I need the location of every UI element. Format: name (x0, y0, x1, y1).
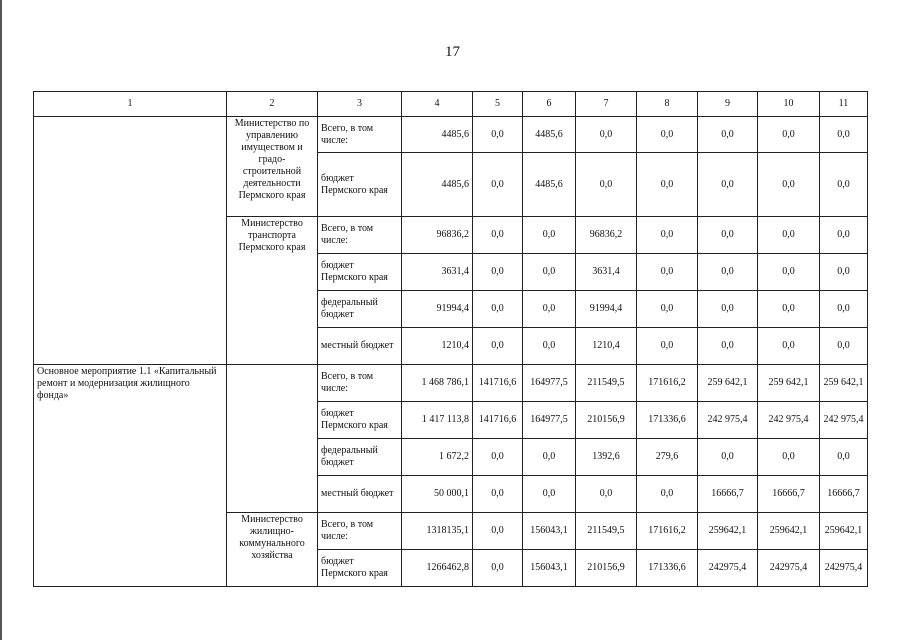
value-cell: 0,0 (637, 476, 698, 513)
value-cell: 16666,7 (820, 476, 868, 513)
value-cell: 0,0 (698, 254, 758, 291)
funding-source-cell: местный бюджет (318, 328, 402, 365)
funding-source-cell: бюджет Пермского края (318, 153, 402, 217)
value-cell: 1210,4 (576, 328, 637, 365)
value-cell: 0,0 (576, 117, 637, 153)
value-cell: 0,0 (758, 291, 820, 328)
funding-source-cell: бюджет Пермского края (318, 402, 402, 439)
value-cell: 0,0 (473, 550, 523, 587)
column-header: 6 (523, 92, 576, 117)
value-cell: 1 417 113,8 (402, 402, 473, 439)
value-cell: 141716,6 (473, 365, 523, 402)
value-cell: 0,0 (758, 254, 820, 291)
value-cell: 0,0 (523, 291, 576, 328)
value-cell: 16666,7 (758, 476, 820, 513)
value-cell: 171336,6 (637, 402, 698, 439)
funding-source-cell: бюджет Пермского края (318, 254, 402, 291)
value-cell: 3631,4 (576, 254, 637, 291)
executor-cell: Министерство по управлению имуществом и градо-строительной деятельности Пермского края (227, 117, 318, 217)
value-cell: 0,0 (820, 153, 868, 217)
value-cell: 0,0 (758, 328, 820, 365)
value-cell: 279,6 (637, 439, 698, 476)
value-cell: 211549,5 (576, 365, 637, 402)
value-cell: 91994,4 (576, 291, 637, 328)
funding-source-cell: федеральный бюджет (318, 439, 402, 476)
value-cell: 0,0 (758, 153, 820, 217)
table-row (34, 117, 868, 153)
value-cell: 0,0 (473, 439, 523, 476)
value-cell: 0,0 (576, 153, 637, 217)
value-cell: 141716,6 (473, 402, 523, 439)
value-cell: 0,0 (523, 217, 576, 254)
column-header: 7 (576, 92, 637, 117)
value-cell: 4485,6 (402, 117, 473, 153)
scan-edge-line (0, 0, 2, 640)
value-cell: 0,0 (820, 328, 868, 365)
value-cell: 1 672,2 (402, 439, 473, 476)
header-row (34, 92, 868, 117)
value-cell: 0,0 (820, 217, 868, 254)
executor-cell (227, 365, 318, 513)
column-header: 10 (758, 92, 820, 117)
value-cell: 210156,9 (576, 550, 637, 587)
value-cell: 242975,4 (698, 550, 758, 587)
funding-source-cell: Всего, в том числе: (318, 513, 402, 550)
column-header: 8 (637, 92, 698, 117)
program-cell: Основное мероприятие 1.1 «Капитальный ремонт и модернизация жилищного фонда» (34, 365, 227, 587)
value-cell: 0,0 (820, 117, 868, 153)
value-cell: 259642,1 (758, 513, 820, 550)
value-cell: 1266462,8 (402, 550, 473, 587)
value-cell: 91994,4 (402, 291, 473, 328)
value-cell: 171336,6 (637, 550, 698, 587)
value-cell: 0,0 (637, 254, 698, 291)
value-cell: 16666,7 (698, 476, 758, 513)
value-cell: 1 468 786,1 (402, 365, 473, 402)
value-cell: 259 642,1 (758, 365, 820, 402)
value-cell: 156043,1 (523, 550, 576, 587)
value-cell: 0,0 (523, 476, 576, 513)
value-cell: 171616,2 (637, 365, 698, 402)
value-cell: 0,0 (473, 254, 523, 291)
value-cell: 4485,6 (523, 153, 576, 217)
funding-source-cell: бюджет Пермского края (318, 550, 402, 587)
value-cell: 156043,1 (523, 513, 576, 550)
budget-table (33, 91, 868, 587)
value-cell: 0,0 (473, 291, 523, 328)
value-cell: 0,0 (820, 291, 868, 328)
value-cell: 0,0 (758, 439, 820, 476)
value-cell: 0,0 (473, 153, 523, 217)
column-header: 2 (227, 92, 318, 117)
value-cell: 0,0 (473, 217, 523, 254)
column-header: 11 (820, 92, 868, 117)
value-cell: 0,0 (698, 153, 758, 217)
value-cell: 4485,6 (523, 117, 576, 153)
value-cell: 0,0 (698, 217, 758, 254)
value-cell: 0,0 (473, 328, 523, 365)
value-cell: 0,0 (637, 291, 698, 328)
value-cell: 0,0 (698, 439, 758, 476)
column-header: 5 (473, 92, 523, 117)
value-cell: 3631,4 (402, 254, 473, 291)
value-cell: 1210,4 (402, 328, 473, 365)
value-cell: 0,0 (758, 217, 820, 254)
value-cell: 210156,9 (576, 402, 637, 439)
value-cell: 50 000,1 (402, 476, 473, 513)
funding-source-cell: Всего, в том числе: (318, 117, 402, 153)
funding-source-cell: Всего, в том числе: (318, 217, 402, 254)
column-header: 9 (698, 92, 758, 117)
table-body (34, 117, 868, 587)
value-cell: 242 975,4 (758, 402, 820, 439)
value-cell: 0,0 (523, 254, 576, 291)
value-cell: 0,0 (637, 153, 698, 217)
value-cell: 0,0 (473, 476, 523, 513)
column-header: 4 (402, 92, 473, 117)
value-cell: 0,0 (637, 328, 698, 365)
table-row (34, 365, 868, 402)
value-cell: 96836,2 (402, 217, 473, 254)
value-cell: 211549,5 (576, 513, 637, 550)
value-cell: 242975,4 (758, 550, 820, 587)
value-cell: 0,0 (820, 439, 868, 476)
value-cell: 0,0 (523, 439, 576, 476)
value-cell: 242 975,4 (698, 402, 758, 439)
value-cell: 259642,1 (820, 513, 868, 550)
value-cell: 0,0 (820, 254, 868, 291)
value-cell: 164977,5 (523, 402, 576, 439)
value-cell: 0,0 (637, 217, 698, 254)
value-cell: 0,0 (637, 117, 698, 153)
column-header: 1 (34, 92, 227, 117)
value-cell: 171616,2 (637, 513, 698, 550)
value-cell: 259 642,1 (820, 365, 868, 402)
value-cell: 0,0 (473, 513, 523, 550)
value-cell: 0,0 (523, 328, 576, 365)
value-cell: 0,0 (698, 117, 758, 153)
value-cell: 0,0 (576, 476, 637, 513)
value-cell: 0,0 (698, 328, 758, 365)
funding-source-cell: Всего, в том числе: (318, 365, 402, 402)
column-header: 3 (318, 92, 402, 117)
funding-source-cell: местный бюджет (318, 476, 402, 513)
executor-cell: Министерство жилищно-коммунального хозяйства (227, 513, 318, 587)
funding-source-cell: федеральный бюджет (318, 291, 402, 328)
value-cell: 242 975,4 (820, 402, 868, 439)
value-cell: 259642,1 (698, 513, 758, 550)
value-cell: 96836,2 (576, 217, 637, 254)
value-cell: 1392,6 (576, 439, 637, 476)
page-number: 17 (445, 44, 460, 60)
value-cell: 0,0 (473, 117, 523, 153)
value-cell: 1318135,1 (402, 513, 473, 550)
value-cell: 0,0 (758, 117, 820, 153)
value-cell: 242975,4 (820, 550, 868, 587)
executor-cell: Министерство транспорта Пермского края (227, 217, 318, 365)
value-cell: 164977,5 (523, 365, 576, 402)
value-cell: 4485,6 (402, 153, 473, 217)
value-cell: 0,0 (698, 291, 758, 328)
program-cell (34, 117, 227, 365)
value-cell: 259 642,1 (698, 365, 758, 402)
